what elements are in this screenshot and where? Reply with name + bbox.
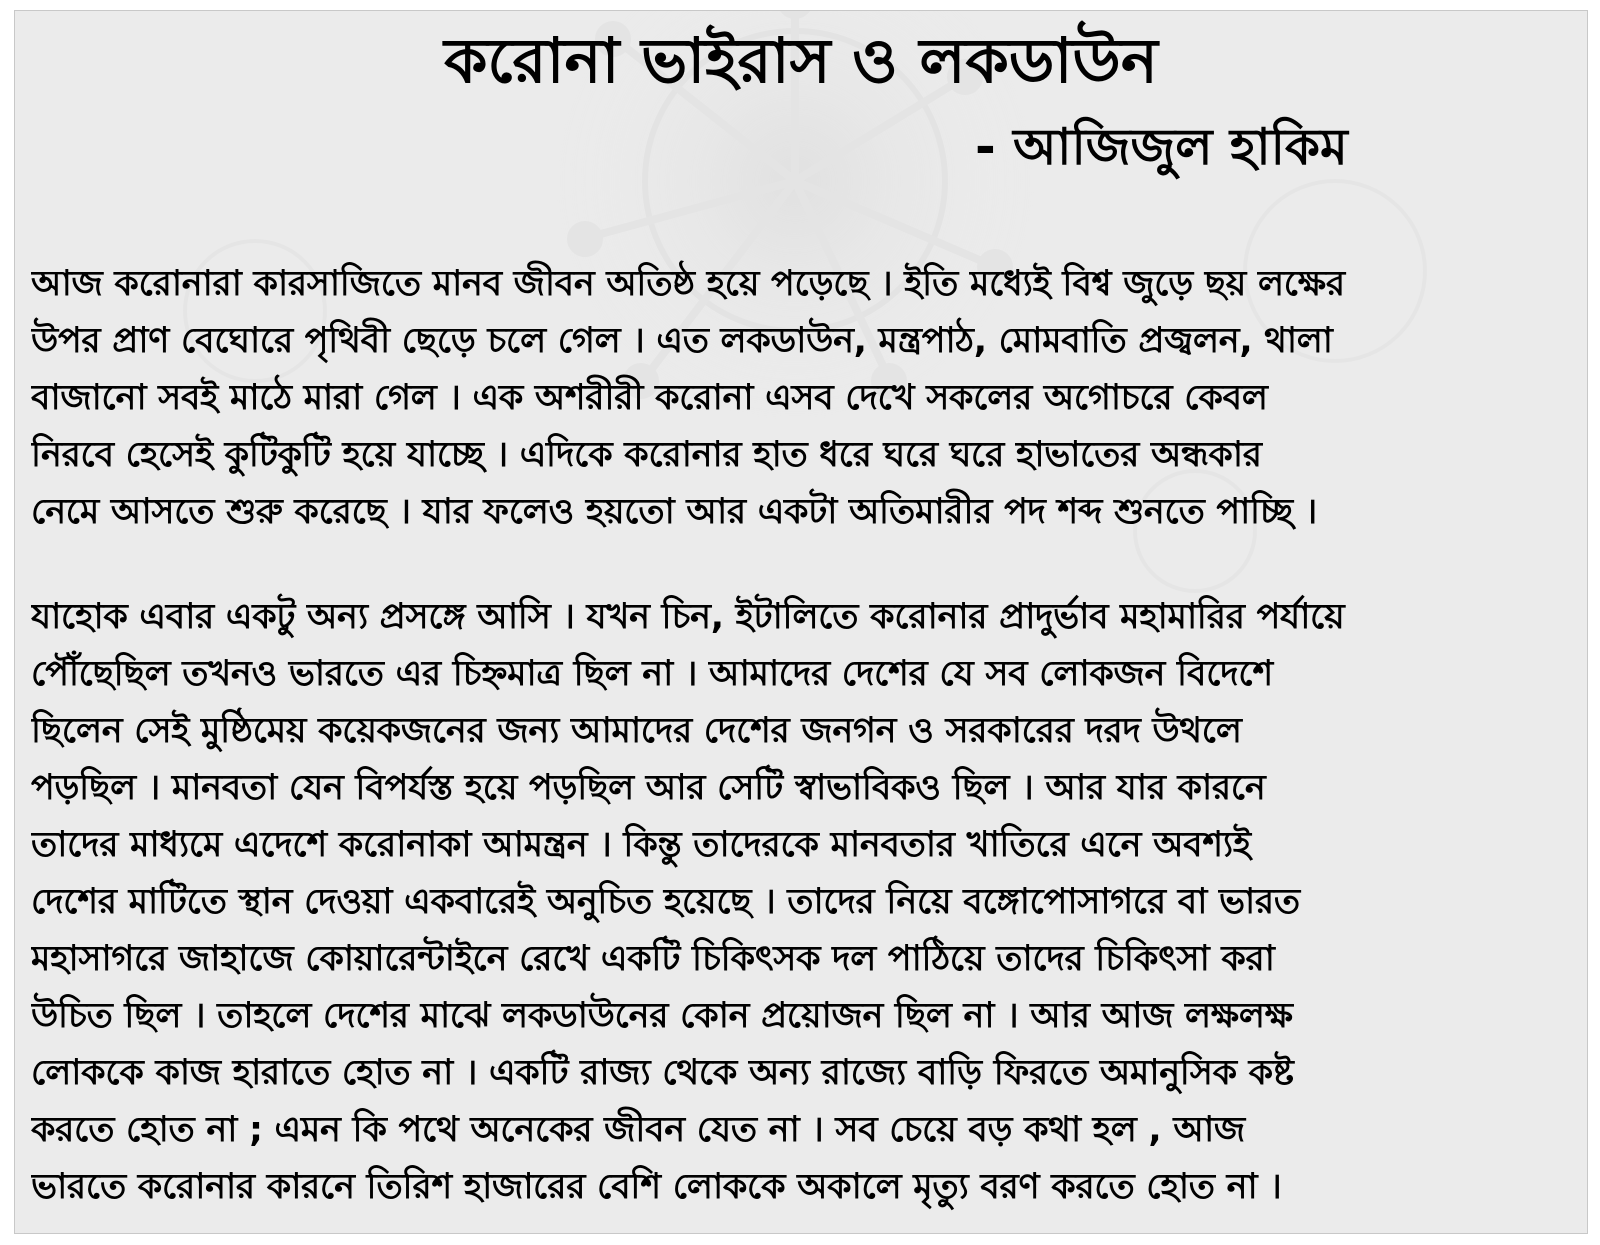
- text-line: ছিলেন সেই মুষ্ঠিমেয় কয়েকজনের জন্য আমাদের দেশের জনগন ও সরকারের দরদ উথলে: [31, 711, 1242, 751]
- text-line: মহাসাগরে জাহাজে কোয়ারেন্টাইনে রেখে একটি চিকিৎসক দল পাঠিয়ে তাদের চিকিৎসা করা: [31, 939, 1275, 979]
- text-line: ভারতে করোনার কারনে তিরিশ হাজারের বেশি লোককে অকালে মৃত্যু বরণ করতে হোত না ।: [31, 1167, 1282, 1207]
- text-line: উচিত ছিল । তাহলে দেশের মাঝে লকডাউনের কোন প্রয়োজন ছিল না । আর আজ লক্ষলক্ষ: [31, 996, 1293, 1036]
- text-line: করতে হোত না ; এমন কি পথে অনেকের জীবন যেত না । সব চেয়ে বড় কথা হল , আজ: [31, 1110, 1245, 1150]
- paragraph-1: [31, 256, 1576, 541]
- text-line: পৌঁছেছিল তখনও ভারতে এর চিহ্নমাত্র ছিল না । আমাদের দেশের যে সব লোকজন বিদেশে: [31, 654, 1273, 694]
- author-byline: - আজিজুল হাকিম: [975, 118, 1348, 176]
- text-line: পড়ছিল । মানবতা যেন বিপর্যস্ত হয়ে পড়ছিল আর সেটি স্বাভাবিকও ছিল । আর যার কারনে: [31, 768, 1266, 808]
- article-panel: [14, 10, 1588, 1234]
- article-title: করোনা ভাইরাস ও লকডাউন: [444, 24, 1158, 97]
- text-line: নেমে আসতে শুরু করেছে । যার ফলেও হয়তো আর একটা অতিমারীর পদ শব্দ শুনতে পাচ্ছি ।: [31, 492, 1317, 532]
- text-line: আজ করোনারা কারসাজিতে মানব জীবন অতিষ্ঠ হয়ে পড়েছে । ইতি মধ্যেই বিশ্ব জুড়ে ছয় লক্ষের: [31, 264, 1345, 304]
- text-line: উপর প্রাণ বেঘোরে পৃথিবী ছেড়ে চলে গেল । এত লকডাউন, মন্ত্রপাঠ, মোমবাতি প্রজ্বলন, থালা: [31, 321, 1333, 361]
- text-line: লোককে কাজ হারাতে হোত না । একটি রাজ্য থেকে অন্য রাজ্যে বাড়ি ফিরতে অমানুসিক কষ্ট: [31, 1053, 1294, 1093]
- text-line: বাজানো সবই মাঠে মারা গেল । এক অশরীরী করোনা এসব দেখে সকলের অগোচরে কেবল: [31, 378, 1268, 418]
- text-line: দেশের মাটিতে স্থান দেওয়া একবারেই অনুচিত হয়েছে । তাদের নিয়ে বঙ্গোপোসাগরে বা ভারত: [31, 882, 1300, 922]
- text-line: যাহোক এবার একটু অন্য প্রসঙ্গে আসি । যখন চিন, ইটালিতে করোনার প্রাদুর্ভাব মহামারির পর্যায়ে: [31, 597, 1345, 637]
- paragraph-2: [31, 589, 1576, 1216]
- text-line: নিরবে হেসেই কুটিকুটি হয়ে যাচ্ছে । এদিকে করোনার হাত ধরে ঘরে ঘরে হাভাতের অন্ধকার: [31, 435, 1262, 475]
- text-line: তাদের মাধ্যমে এদেশে করোনাকা আমন্ত্রন । কিন্তু তাদেরকে মানবতার খাতিরে এনে অবশ্যই: [31, 825, 1251, 865]
